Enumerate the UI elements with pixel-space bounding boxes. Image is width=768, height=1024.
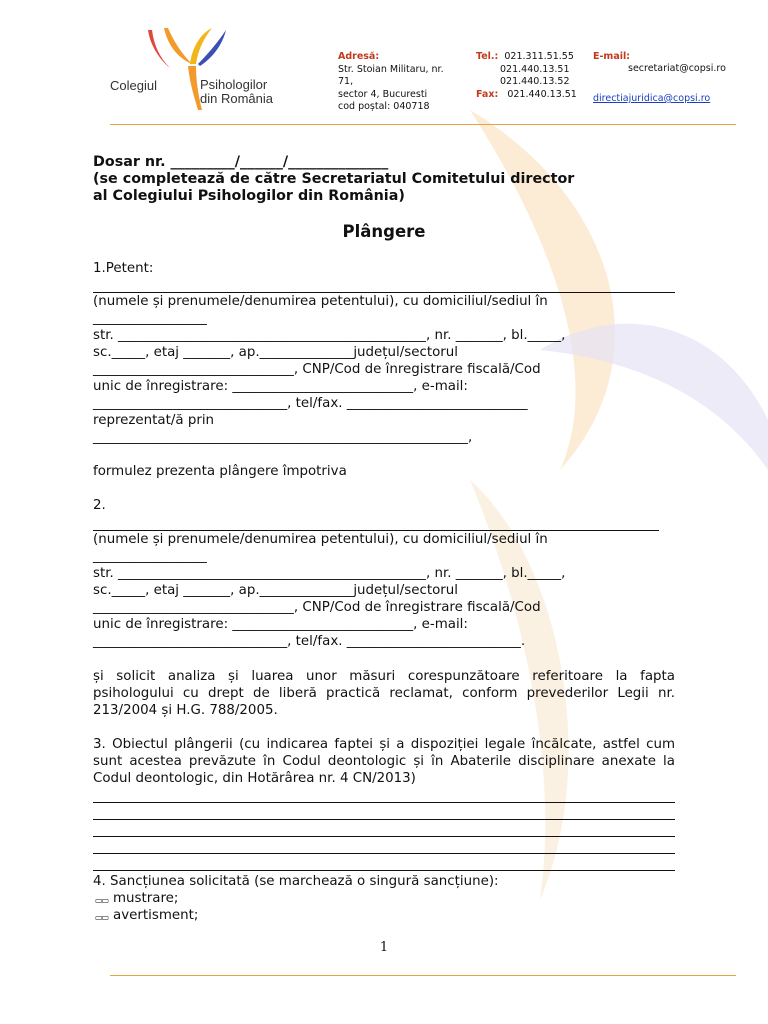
dosar-number-line: Dosar nr. _________/______/______________: [93, 154, 389, 170]
object-fill-line: [93, 870, 675, 871]
respondent-label: 2.: [93, 498, 106, 513]
checkbox-mustrare[interactable]: ▭▭: [95, 896, 109, 905]
object-fill-line: [93, 836, 675, 837]
address-label: Adresă:: [338, 51, 380, 62]
represented-by-line: ________________________________________________________,: [93, 430, 473, 445]
email-secretariat[interactable]: secretariat@copsi.ro: [628, 63, 726, 74]
address-line: 71,: [338, 76, 354, 87]
solicit-paragraph: și solicit analiza și luarea unor măsuri corespunzătoare referitoare la fapta psihologului cu drept de liberă practică reclamat, conform prevederilor Legii nr. 213/2004 și H.G. 788/2005.: [93, 669, 675, 718]
logo-text-colegiul: Colegiul: [110, 78, 157, 93]
dosar-note-line2: al Colegiului Psihologilor din România): [93, 188, 405, 204]
respondent-street-line: str. ______________________________________________, nr. _______, bl._____,: [93, 566, 566, 581]
address-line: Str. Stoian Militaru, nr.: [338, 63, 444, 75]
sanction-heading: 4. Sancțiunea solicitată (se marchează o singură sancțiune):: [93, 874, 499, 889]
tel-value: 021.311.51.55: [504, 51, 574, 62]
tel-label: Tel.:: [476, 51, 499, 62]
tel-value: 021.440.13.51: [500, 63, 570, 75]
email-juridic-link[interactable]: directiajuridica@copsi.ro: [593, 93, 711, 104]
respondent-tel-line: _____________________________, tel/fax. __________________________.: [93, 634, 526, 649]
object-fill-line: [93, 819, 675, 820]
object-fill-line: [93, 853, 675, 854]
respondent-caption: (numele și prenumele/denumirea petentului), cu domiciliul/sediul în: [93, 532, 548, 547]
object-fill-line: [93, 802, 675, 803]
complaint-object-paragraph: 3. Obiectul plângerii (cu indicarea faptei și a dispoziției legale încălcate, astfel cum sunt acestea prevăzute în Codul deontologic și în Abaterile disciplinare anexate la Codul deontologic, din Hotărârea nr. 4 CN/2013): [93, 737, 675, 786]
tel-value: 021.440.13.52: [500, 76, 570, 87]
respondent-short-line: _________________: [93, 549, 207, 564]
document-title: Plângere: [342, 222, 426, 241]
page-number: 1: [379, 940, 389, 955]
checkbox-avertisment[interactable]: ▭▭: [95, 913, 109, 922]
petent-sc-line: sc._____, etaj _______, ap.______________județul/sectorul: [93, 345, 458, 360]
petent-street-line: str. ______________________________________________, nr. _______, bl._____,: [93, 328, 566, 343]
petent-label: 1.Petent:: [93, 261, 154, 276]
phone-block: [476, 51, 577, 101]
petent-tel-line: _____________________________, tel/fax. ___________________________: [93, 396, 528, 411]
petent-cnp-line: ______________________________, CNP/Cod de înregistrare fiscală/Cod: [93, 362, 541, 377]
fax-value: 021.440.13.51: [507, 88, 577, 100]
formulez-text: formulez prezenta plângere împotriva: [93, 464, 347, 479]
represented-by-label: reprezentat/ă prin: [93, 413, 215, 428]
footer-divider: [110, 975, 736, 976]
option-avertisment: avertisment;: [113, 908, 199, 923]
address-line: cod poștal: 040718: [338, 101, 430, 112]
petent-unic-line: unic de înregistrare: ___________________________, e-mail:: [93, 379, 468, 394]
address-line: sector 4, Bucuresti: [338, 88, 428, 100]
respondent-cnp-line: ______________________________, CNP/Cod de înregistrare fiscală/Cod: [93, 600, 541, 615]
respondent-unic-line: unic de înregistrare: ___________________________, e-mail:: [93, 617, 468, 632]
fax-label: Fax:: [476, 88, 499, 100]
dosar-note-line1: (se completează de către Secretariatul Comitetului director: [93, 171, 575, 187]
petent-short-line: _________________: [93, 311, 207, 326]
option-mustrare: mustrare;: [113, 891, 179, 906]
email-label: E-mail:: [593, 51, 631, 62]
header-divider: [110, 124, 736, 125]
respondent-sc-line: sc._____, etaj _______, ap.______________județul/sectorul: [93, 583, 458, 598]
address-block: [338, 51, 444, 114]
petent-caption: (numele și prenumele/denumirea petentului), cu domiciliul/sediul în: [93, 294, 548, 309]
logo-text-psihologilor: Psihologilor din România: [200, 77, 273, 106]
